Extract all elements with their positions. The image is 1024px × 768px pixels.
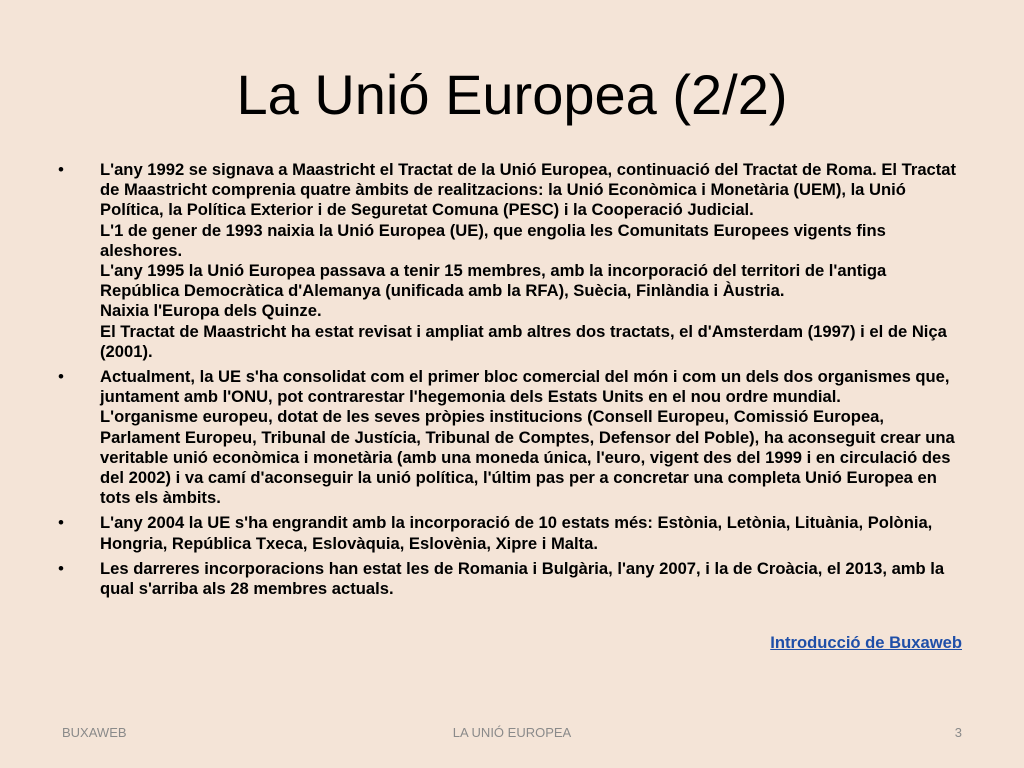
intro-buxaweb-link[interactable]: Introducció de Buxaweb bbox=[770, 633, 962, 652]
bullet-1-paragraph-4: Naixia l'Europa dels Quinze. bbox=[100, 301, 322, 321]
bullet-1-paragraph-2: L'1 de gener de 1993 naixia la Unió Europea (UE), que engolia les Comunitats Europees vigents fins aleshores. bbox=[100, 220, 886, 260]
page-number: 3 bbox=[954, 725, 962, 740]
bullet-icon: • bbox=[58, 367, 64, 387]
bullet-item-3 bbox=[58, 513, 968, 553]
bullet-item-4 bbox=[58, 559, 968, 599]
bullet-list bbox=[58, 160, 968, 604]
bullet-3-paragraph-1: L'any 2004 la UE s'ha engrandit amb la incorporació de 10 estats més: Estònia, Letònia, Lituània, Polònia, Hongria, República Txeca, Eslovàquia, Eslovènia, Xipre i Malta. bbox=[100, 513, 933, 553]
bullet-icon: • bbox=[58, 513, 64, 533]
bullet-4-paragraph-1: Les darreres incorporacions han estat les de Romania i Bulgària, l'any 2007, i la de Croàcia, el 2013, amb la qual s'arriba als 28 membres actuals. bbox=[100, 558, 945, 599]
footer-left-text: BUXAWEB bbox=[62, 725, 127, 740]
bullet-icon: • bbox=[58, 160, 64, 179]
bullet-1-paragraph-5: El Tractat de Maastricht ha estat revisat i ampliat amb altres dos tractats, el d'Amsterdam (1997) i el de Niça (2001). bbox=[100, 321, 947, 361]
bullet-1-paragraph-3: L'any 1995 la Unió Europea passava a tenir 15 membres, amb la incorporació del territori de l'antiga República Democràtica d'Alemanya (unificada amb la RFA), Suècia, Finlàndia i Àustria. bbox=[100, 261, 887, 301]
bullet-1-paragraph-1: L'any 1992 se signava a Maastricht el Tractat de la Unió Europea, continuació del Tractat de Roma. El Tractat de Maastricht comprenia quatre àmbits de realitzacions: la Unió Econòmica i Monetària (UEM), la Unió Política, la Política Exterior i de Seguretat Comuna (PESC) i la Cooperació Judicial. bbox=[100, 160, 957, 220]
bullet-2-paragraph-2: L'organisme europeu, dotat de les seves pròpies institucions (Consell Europeu, Comissió Europea, Parlament Europeu, Tribunal de Justícia, Tribunal de Comptes, Defensor del Poble), ha aconseguit crear una veritable unió econòmica i monetària (amb una moneda única, l'euro, vigent des del 1999 i en circulació des del 2002) i va camí d'aconseguir la unió política, l'últim pas per a concretar una completa Unió Europea en tots els àmbits. bbox=[100, 407, 955, 508]
bullet-item-2 bbox=[58, 367, 968, 508]
bullet-2-paragraph-1: Actualment, la UE s'ha consolidat com el primer bloc comercial del món i com un dels dos organismes que, juntament amb l'ONU, pot contrarestar l'hegemonia dels Estats Units en el nou ordre mundial. bbox=[100, 367, 950, 407]
bullet-icon: • bbox=[58, 558, 64, 578]
footer-center-text: LA UNIÓ EUROPEA bbox=[452, 725, 572, 740]
bullet-item-1 bbox=[58, 160, 968, 362]
slide-title: La Unió Europea (2/2) bbox=[236, 63, 788, 126]
